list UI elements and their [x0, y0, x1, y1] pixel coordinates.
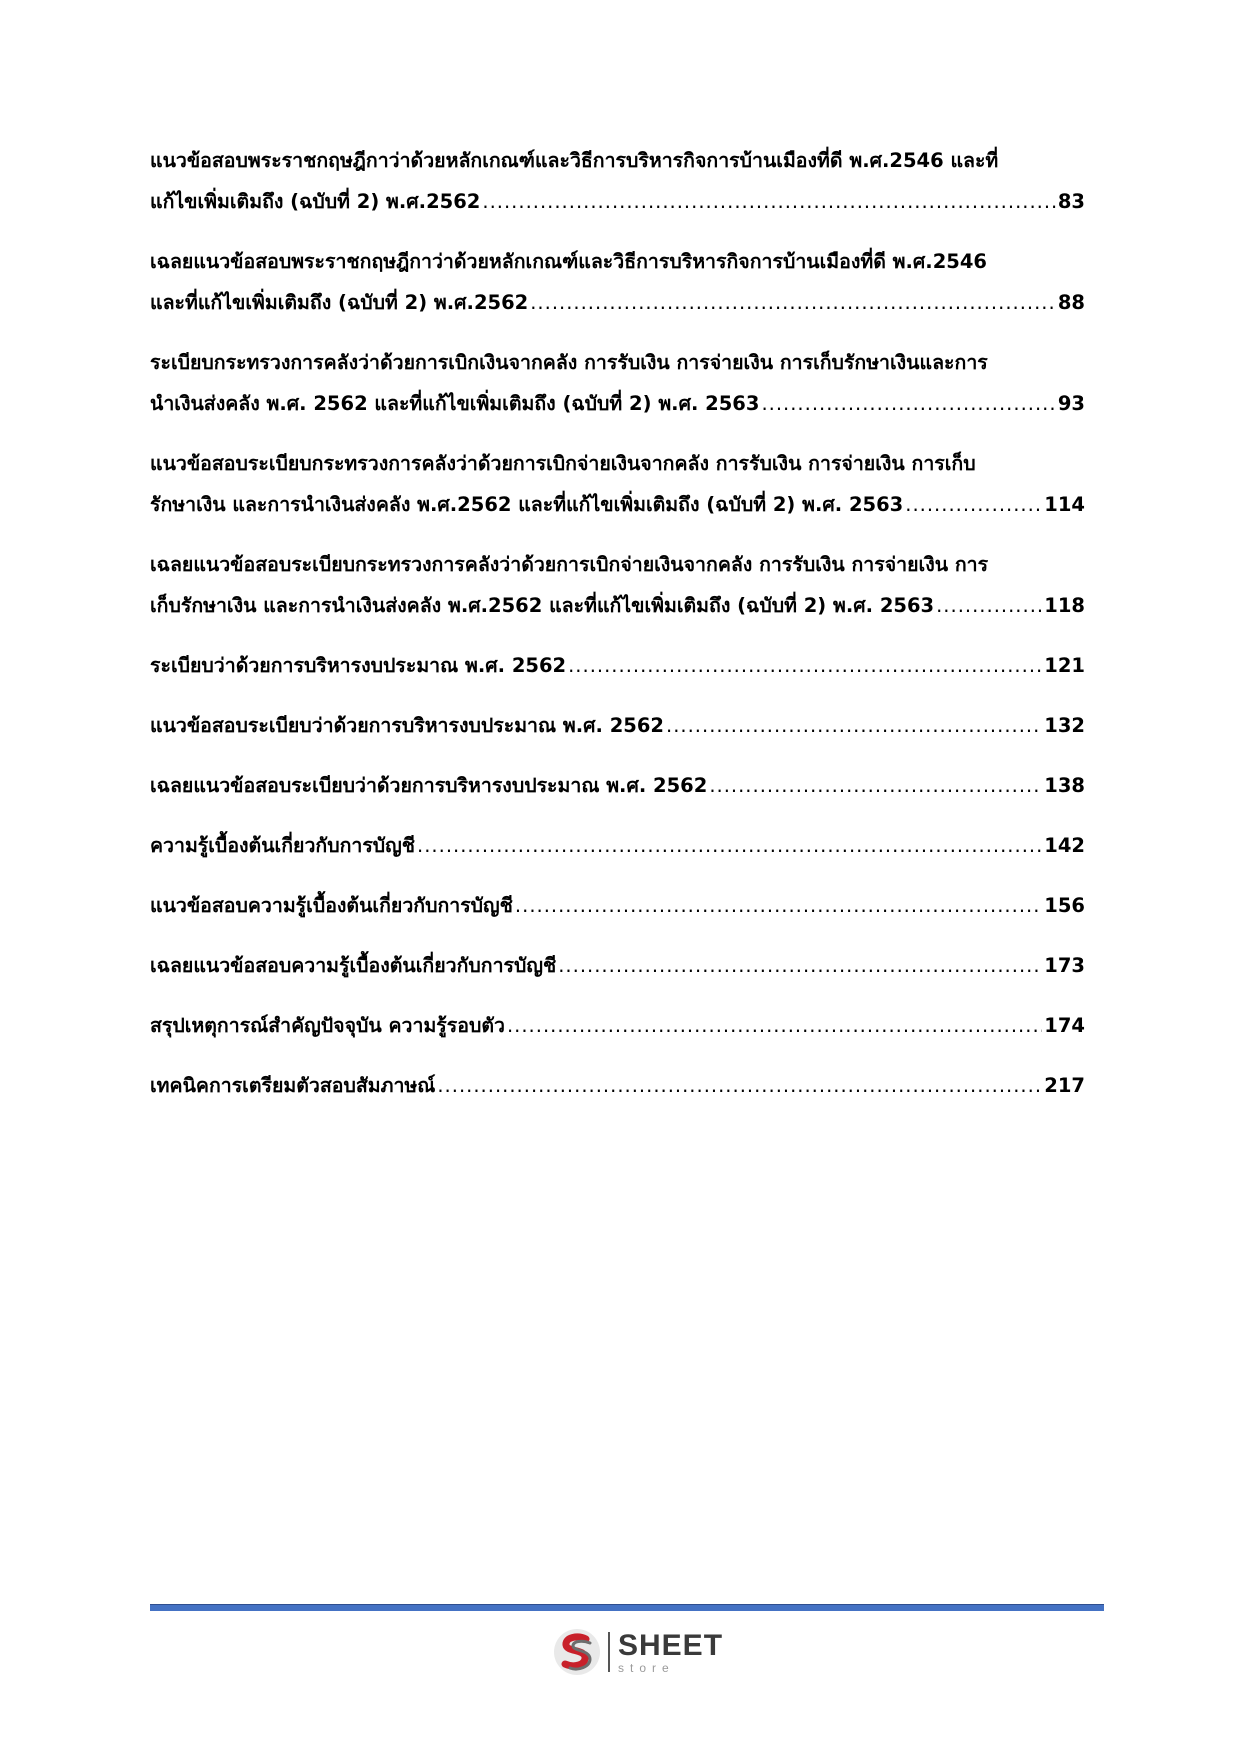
toc-entry-title: แก้ไขเพิ่มเติมถึง (ฉบับที่ 2) พ.ศ.2562	[150, 190, 481, 213]
dot-leader	[709, 765, 1042, 806]
toc-page-number: 156	[1044, 894, 1085, 917]
toc-page-number: 142	[1044, 834, 1085, 857]
logo-separator	[608, 1632, 610, 1672]
dot-leader	[515, 885, 1042, 926]
toc-entry-title: ความรู้เบื้องต้นเกี่ยวกับการบัญชี	[150, 834, 416, 857]
dot-leader	[761, 383, 1055, 424]
toc-page-number: 217	[1044, 1074, 1085, 1097]
dot-leader	[417, 825, 1042, 866]
toc-entry[interactable]	[150, 1065, 1085, 1106]
toc-entry-title: เฉลยแนวข้อสอบระเบียบว่าด้วยการบริหารงบประมาณ พ.ศ. 2562	[150, 774, 708, 797]
toc-entry[interactable]	[150, 1005, 1085, 1046]
dot-leader	[666, 705, 1042, 746]
toc-page-number: 121	[1044, 654, 1085, 677]
toc-page-number: 138	[1044, 774, 1085, 797]
toc-entry-title-line1: เฉลยแนวข้อสอบระเบียบกระทรวงการคลังว่าด้วยการเบิกจ่ายเงินจากคลัง การรับเงิน การจ่ายเงิน การ	[150, 553, 989, 576]
toc-page-number: 114	[1044, 493, 1085, 516]
toc-entry-title: รักษาเงิน และการนำเงินส่งคลัง พ.ศ.2562 และที่แก้ไขเพิ่มเติมถึง (ฉบับที่ 2) พ.ศ. 2563	[150, 493, 904, 516]
toc-entry[interactable]	[150, 885, 1085, 926]
toc-entry[interactable]	[150, 342, 1085, 424]
toc-entry[interactable]	[150, 443, 1085, 525]
dot-leader	[568, 645, 1042, 686]
toc-entry-title: เฉลยแนวข้อสอบความรู้เบื้องต้นเกี่ยวกับการบัญชี	[150, 954, 557, 977]
table-of-contents	[150, 140, 1085, 1125]
dot-leader	[530, 282, 1056, 323]
toc-entry-title-line1: แนวข้อสอบระเบียบกระทรวงการคลังว่าด้วยการเบิกจ่ายเงินจากคลัง การรับเงิน การจ่ายเงิน การเก็บ	[150, 452, 976, 475]
footer-divider	[150, 1604, 1104, 1611]
toc-page-number: 118	[1044, 594, 1085, 617]
toc-entry[interactable]	[150, 825, 1085, 866]
logo-brand-text: SHEET	[618, 1628, 724, 1662]
toc-entry[interactable]	[150, 241, 1085, 323]
toc-page-number: 88	[1057, 291, 1085, 314]
toc-entry[interactable]	[150, 705, 1085, 746]
toc-entry[interactable]	[150, 140, 1085, 222]
toc-page-number: 93	[1057, 392, 1085, 415]
footer-logo	[552, 1625, 723, 1679]
toc-entry-title-line1: เฉลยแนวข้อสอบพระราชกฤษฎีกาว่าด้วยหลักเกณฑ์และวิธีการบริหารกิจการบ้านเมืองที่ดี พ.ศ.2546	[150, 250, 987, 273]
toc-entry-title: เก็บรักษาเงิน และการนำเงินส่งคลัง พ.ศ.2562 และที่แก้ไขเพิ่มเติมถึง (ฉบับที่ 2) พ.ศ. 2563	[150, 594, 935, 617]
toc-entry-title: ระเบียบว่าด้วยการบริหารงบประมาณ พ.ศ. 2562	[150, 654, 567, 677]
dot-leader	[936, 585, 1042, 626]
dot-leader	[437, 1065, 1042, 1106]
toc-entry-title-line1: แนวข้อสอบพระราชกฤษฎีกาว่าด้วยหลักเกณฑ์และวิธีการบริหารกิจการบ้านเมืองที่ดี พ.ศ.2546 และที่	[150, 149, 999, 172]
toc-page-number: 132	[1044, 714, 1085, 737]
toc-entry-title: เทคนิคการเตรียมตัวสอบสัมภาษณ์	[150, 1074, 436, 1097]
toc-entry[interactable]	[150, 945, 1085, 986]
toc-entry[interactable]	[150, 544, 1085, 626]
toc-entry-title: แนวข้อสอบความรู้เบื้องต้นเกี่ยวกับการบัญชี	[150, 894, 513, 917]
logo-sub-text: store	[618, 1660, 675, 1675]
toc-entry-title: นำเงินส่งคลัง พ.ศ. 2562 และที่แก้ไขเพิ่มเติมถึง (ฉบับที่ 2) พ.ศ. 2563	[150, 392, 760, 415]
dot-leader	[482, 181, 1055, 222]
toc-page-number: 83	[1057, 190, 1085, 213]
toc-entry-title: แนวข้อสอบระเบียบว่าด้วยการบริหารงบประมาณ พ.ศ. 2562	[150, 714, 664, 737]
toc-page-number: 174	[1044, 1014, 1085, 1037]
toc-entry-title-line1: ระเบียบกระทรวงการคลังว่าด้วยการเบิกเงินจากคลัง การรับเงิน การจ่ายเงิน การเก็บรักษาเงินและการ	[150, 351, 988, 374]
toc-page-number: 173	[1044, 954, 1085, 977]
dot-leader	[905, 484, 1042, 525]
dot-leader	[558, 945, 1042, 986]
toc-entry[interactable]	[150, 765, 1085, 806]
toc-entry[interactable]	[150, 645, 1085, 686]
sheet-store-s-logo-icon	[552, 1627, 602, 1677]
toc-entry-title: สรุปเหตุการณ์สำคัญปัจจุบัน ความรู้รอบตัว	[150, 1014, 505, 1037]
dot-leader	[507, 1005, 1042, 1046]
toc-entry-title: และที่แก้ไขเพิ่มเติมถึง (ฉบับที่ 2) พ.ศ.2562	[150, 291, 529, 314]
